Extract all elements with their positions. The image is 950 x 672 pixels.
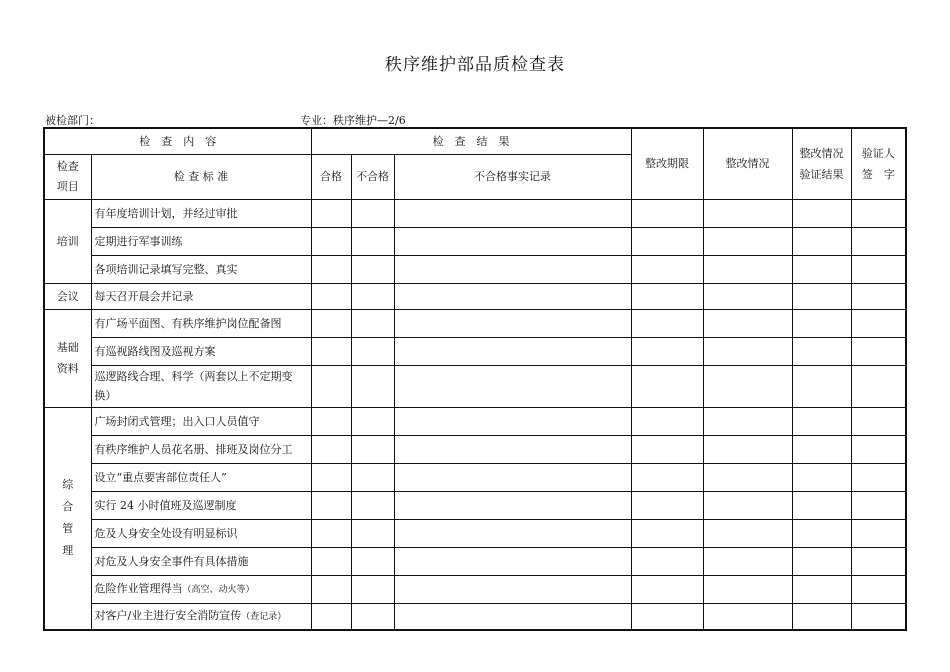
signer-cell[interactable] [851,547,906,575]
table-row [44,435,906,463]
status-cell[interactable] [703,283,792,309]
item-header [44,154,91,199]
fail-cell[interactable] [351,283,394,309]
group-char: 理 [62,544,74,558]
pass-header: 合格 [311,154,351,199]
standard-text: 对客户/业主进行安全消防宣传 [94,608,242,622]
status-cell[interactable] [703,255,792,283]
standard-cell: 每天召开晨会并记录 [91,283,311,309]
verify-cell[interactable] [792,603,851,630]
status-cell[interactable] [703,199,792,227]
fail-record-cell[interactable] [394,575,631,603]
deadline-cell[interactable] [631,283,703,309]
standard-text: 危险作业管理得当 [94,581,183,595]
status-cell[interactable] [703,309,792,337]
standard-cell: 有广场平面图、有秩序维护岗位配备图 [91,309,311,337]
table-row [44,227,906,255]
verify-cell[interactable] [792,255,851,283]
verify-cell[interactable] [792,407,851,435]
table-row [44,337,906,365]
table-row [44,463,906,491]
pass-cell[interactable] [311,283,351,309]
signer-cell[interactable] [851,435,906,463]
pass-cell[interactable] [311,365,351,407]
verify-result-line2: 验证结果 [799,167,844,181]
standard-cell [91,603,311,630]
signer-header [851,128,906,199]
fail-record-cell[interactable] [394,365,631,407]
status-cell[interactable] [703,227,792,255]
fail-record-cell[interactable] [394,491,631,519]
group-meeting: 会议 [44,283,91,309]
page-title: 秩序维护部品质检查表 [385,55,565,75]
signer-cell[interactable] [851,227,906,255]
status-cell[interactable] [703,519,792,547]
signer-cell[interactable] [851,255,906,283]
deadline-cell[interactable] [631,337,703,365]
deadline-cell[interactable] [631,463,703,491]
verify-cell[interactable] [792,575,851,603]
status-cell[interactable] [703,365,792,407]
group-char: 管 [62,522,74,536]
fail-record-header: 不合格事实记录 [394,154,631,199]
fail-cell[interactable] [351,463,394,491]
fail-record-cell[interactable] [394,547,631,575]
standard-header: 检 查 标 准 [91,154,311,199]
fail-record-cell[interactable] [394,227,631,255]
signer-cell[interactable] [851,519,906,547]
signer-line2: 签 字 [861,167,895,181]
standard-cell: 设立“重点要害部位责任人” [91,463,311,491]
group-char: 综 [62,478,74,492]
fail-cell[interactable] [351,199,394,227]
fail-record-cell[interactable] [394,435,631,463]
fail-record-cell[interactable] [394,283,631,309]
major-label: 专业：秩序维护—2/6 [300,114,406,127]
fail-cell[interactable] [351,435,394,463]
signer-cell[interactable] [851,337,906,365]
standard-cell: 实行 24 小时值班及巡逻制度 [91,491,311,519]
header-row-1 [44,128,906,154]
table-row [44,519,906,547]
standard-note: （高空、动火等） [182,584,255,595]
pass-cell[interactable] [311,407,351,435]
group-basic-line2: 资料 [56,362,79,375]
signer-cell[interactable] [851,491,906,519]
inspected-dept-label: 被检部门： [45,114,100,127]
pass-cell[interactable] [311,227,351,255]
group-comprehensive-management [44,407,91,630]
signer-cell[interactable] [851,575,906,603]
signer-cell[interactable] [851,199,906,227]
standard-cell: 有年度培训计划，并经过审批 [91,199,311,227]
signer-cell[interactable] [851,407,906,435]
deadline-cell[interactable] [631,255,703,283]
signer-line1: 验证人 [861,146,895,160]
status-cell[interactable] [703,547,792,575]
standard-note: （查记录） [241,611,287,622]
deadline-header: 整改期限 [631,128,703,199]
deadline-cell[interactable] [631,603,703,630]
fail-cell[interactable] [351,547,394,575]
verify-result-header [792,128,851,199]
table-row [44,365,906,407]
fail-cell[interactable] [351,309,394,337]
deadline-cell[interactable] [631,491,703,519]
deadline-cell[interactable] [631,199,703,227]
item-header-line1: 检查 [56,159,79,173]
pass-cell[interactable] [311,463,351,491]
fail-record-cell[interactable] [394,603,631,630]
fail-cell[interactable] [351,365,394,407]
deadline-cell[interactable] [631,309,703,337]
fail-cell[interactable] [351,337,394,365]
deadline-cell[interactable] [631,407,703,435]
verify-result-line1: 整改情况 [799,146,844,160]
standard-cell: 有巡视路线图及巡视方案 [91,337,311,365]
status-header: 整改情况 [703,128,792,199]
status-cell[interactable] [703,407,792,435]
fail-cell[interactable] [351,603,394,630]
verify-cell[interactable] [792,435,851,463]
table-row [44,407,906,435]
fail-cell[interactable] [351,575,394,603]
verify-cell[interactable] [792,227,851,255]
status-cell[interactable] [703,575,792,603]
standard-cell: 对危及人身安全事件有具体措施 [91,547,311,575]
verify-cell[interactable] [792,547,851,575]
table-row [44,199,906,227]
status-cell[interactable] [703,603,792,630]
group-basic-line1: 基础 [56,341,79,354]
pass-cell[interactable] [311,547,351,575]
deadline-cell[interactable] [631,575,703,603]
pass-cell[interactable] [311,575,351,603]
fail-cell[interactable] [351,491,394,519]
fail-record-cell[interactable] [394,337,631,365]
check-result-header: 检 查 结 果 [311,128,631,154]
standard-cell: 巡逻路线合理、科学（两套以上不定期变换） [91,365,311,407]
standard-cell: 有秩序维护人员花名册、排班及岗位分工 [91,435,311,463]
standard-cell: 危及人身安全处设有明显标识 [91,519,311,547]
check-content-header: 检 查 内 容 [44,128,311,154]
fail-cell[interactable] [351,227,394,255]
deadline-cell[interactable] [631,435,703,463]
table-row [44,603,906,630]
fail-cell[interactable] [351,255,394,283]
verify-cell[interactable] [792,337,851,365]
standard-cell: 定期进行军事训练 [91,227,311,255]
standard-cell: 广场封闭式管理；出入口人员值守 [91,407,311,435]
pass-cell[interactable] [311,199,351,227]
verify-cell[interactable] [792,365,851,407]
table-row [44,547,906,575]
fail-header: 不合格 [351,154,394,199]
item-header-line2: 项目 [56,179,79,193]
table-row [44,283,906,309]
verify-cell[interactable] [792,491,851,519]
signer-cell[interactable] [851,309,906,337]
verify-cell[interactable] [792,199,851,227]
group-training: 培训 [44,199,91,283]
pass-cell[interactable] [311,519,351,547]
table-row [44,491,906,519]
table-row [44,309,906,337]
inspection-table [43,127,907,631]
pass-cell[interactable] [311,435,351,463]
verify-cell[interactable] [792,519,851,547]
fail-record-cell[interactable] [394,463,631,491]
pass-cell[interactable] [311,603,351,630]
signer-cell[interactable] [851,283,906,309]
fail-record-cell[interactable] [394,309,631,337]
status-cell[interactable] [703,337,792,365]
group-basic-materials [44,309,91,407]
deadline-cell[interactable] [631,547,703,575]
table-row [44,575,906,603]
table-row [44,255,906,283]
fail-record-cell[interactable] [394,407,631,435]
verify-cell[interactable] [792,309,851,337]
standard-cell: 各项培训记录填写完整、真实 [91,255,311,283]
deadline-cell[interactable] [631,519,703,547]
status-cell[interactable] [703,463,792,491]
fail-record-cell[interactable] [394,199,631,227]
pass-cell[interactable] [311,491,351,519]
pass-cell[interactable] [311,255,351,283]
pass-cell[interactable] [311,337,351,365]
status-cell[interactable] [703,491,792,519]
signer-cell[interactable] [851,365,906,407]
fail-cell[interactable] [351,519,394,547]
verify-cell[interactable] [792,283,851,309]
deadline-cell[interactable] [631,227,703,255]
signer-cell[interactable] [851,463,906,491]
pass-cell[interactable] [311,309,351,337]
status-cell[interactable] [703,435,792,463]
standard-cell [91,575,311,603]
verify-cell[interactable] [792,463,851,491]
fail-cell[interactable] [351,407,394,435]
fail-record-cell[interactable] [394,519,631,547]
fail-record-cell[interactable] [394,255,631,283]
signer-cell[interactable] [851,603,906,630]
deadline-cell[interactable] [631,365,703,407]
group-char: 合 [62,500,74,514]
